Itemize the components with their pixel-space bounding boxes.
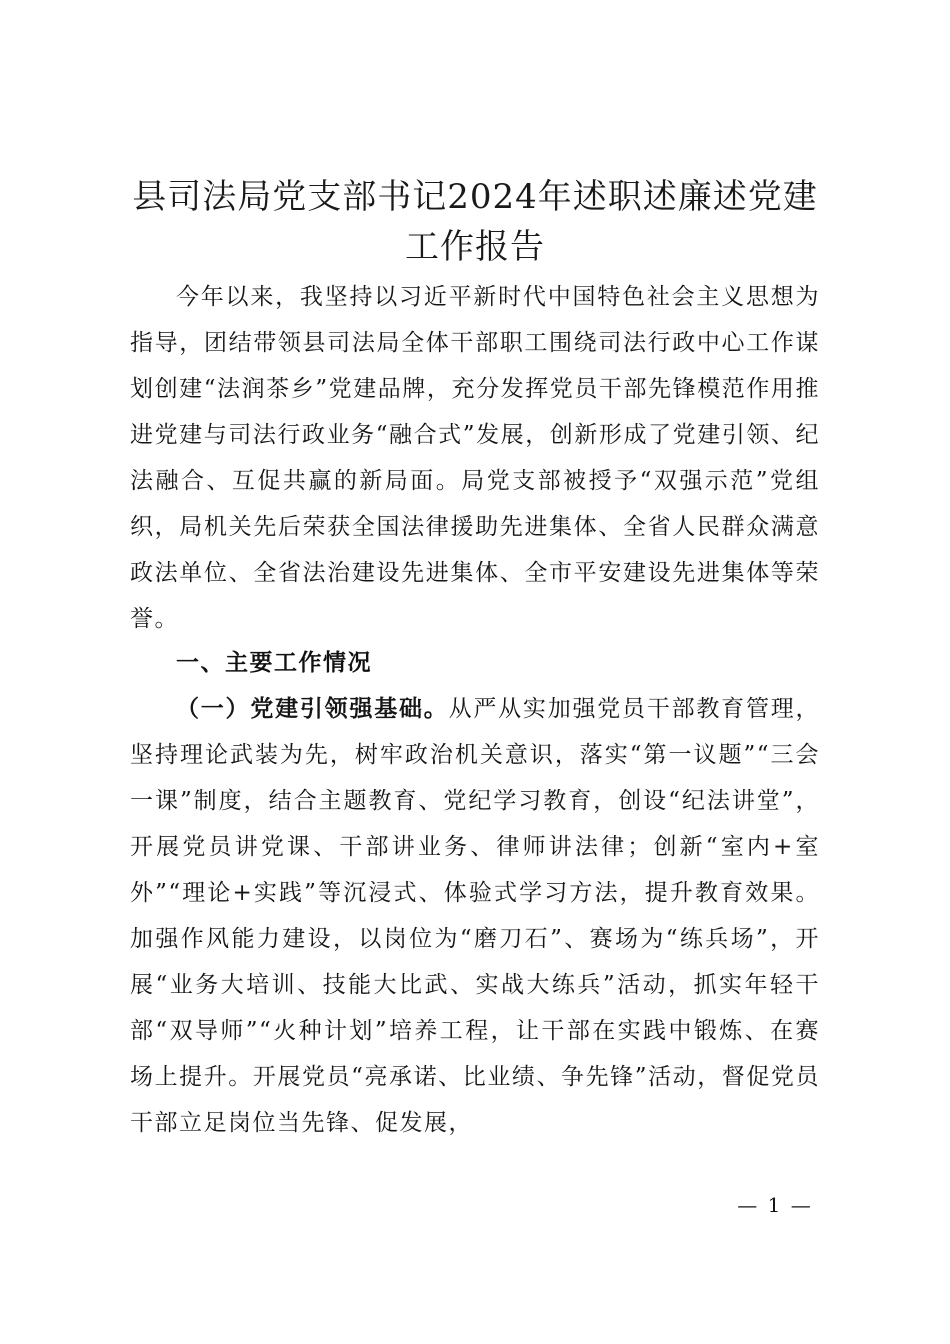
intro-paragraph: 今年以来，我坚持以习近平新时代中国特色社会主义思想为指导，团结带领县司法局全体干部职工围绕司法行政中心工作谋划创建“法润茶乡”党建品牌，充分发挥党员干部先锋模范作用推进党建与司法行政业务“融合式”发展，创新形成了党建引领、纪法融合、互促共赢的新局面。局党支部被授予“双强示范”党组织，局机关先后荣获全国法律援助先进集体、全省人民群众满意政法单位、全省法治建设先进集体、全市平安建设先进集体等荣誉。 xyxy=(130,284,820,632)
subsection-paragraph-party-building xyxy=(130,686,820,1146)
subsection-lead: （一）党建引领强基础。 xyxy=(176,695,449,722)
subsection-body: 从严从实加强党员干部教育管理，坚持理论武装为先，树牢政治机关意识，落实“第一议题”“三会一课”制度，结合主题教育、党纪学习教育，创设“纪法讲堂”，开展党员讲党课、干部讲业务、律师讲法律；创新“室内+室外”“理论+实践”等沉浸式、体验式学习方法，提升教育效果。加强作风能力建设，以岗位为“磨刀石”、赛场为“练兵场”，开展“业务大培训、技能大比武、实战大练兵”活动，抓实年轻干部“双导师”“火种计划”培养工程，让干部在实践中锻炼、在赛场上提升。开展党员“亮承诺、比业绩、争先锋”活动，督促党员干部立足岗位当先锋、促发展， xyxy=(130,696,821,1136)
title-line-2: 工作报告 xyxy=(405,227,545,267)
section-heading-main-work: 一、主要工作情况 xyxy=(176,650,372,676)
title-line-1: 县司法局党支部书记2024年述职述廉述党建 xyxy=(132,177,818,217)
document-title xyxy=(120,172,830,272)
page-number: — 1 — xyxy=(737,1193,813,1217)
